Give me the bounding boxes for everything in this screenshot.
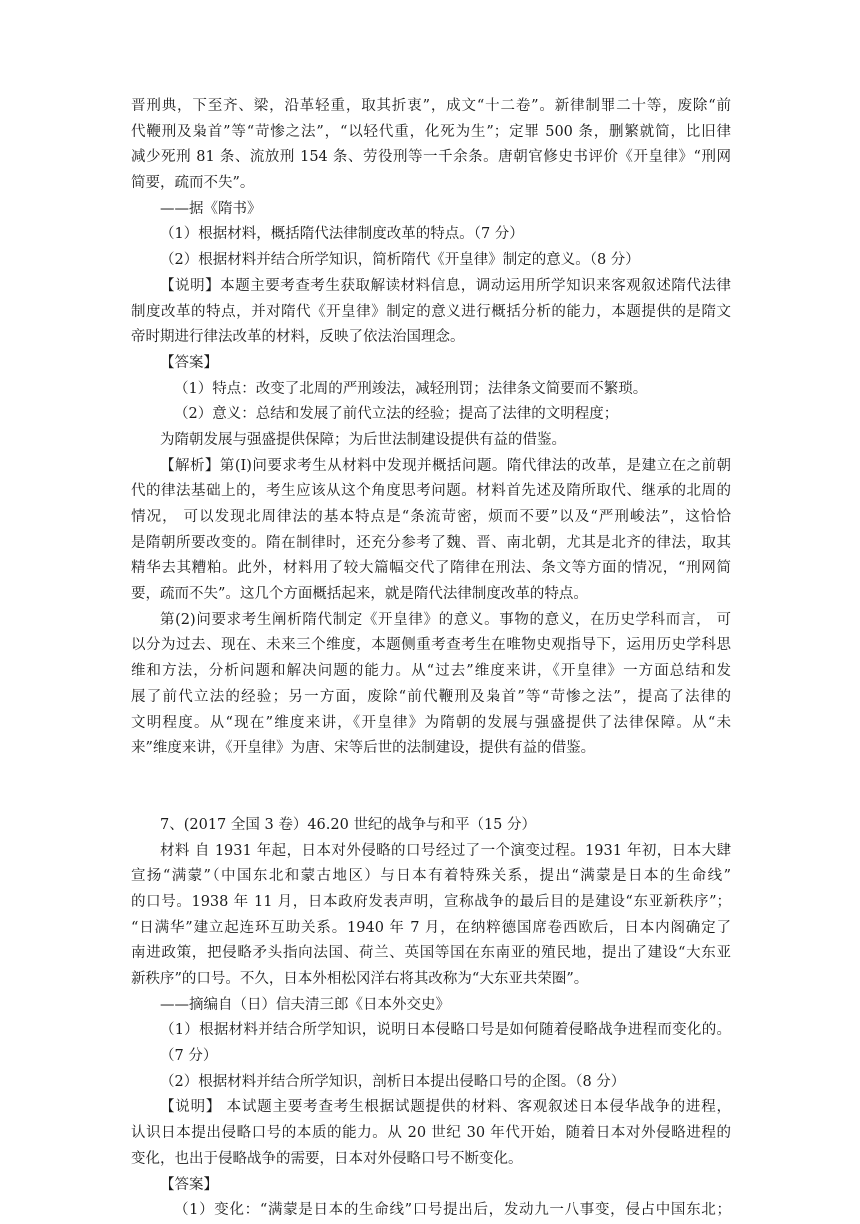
spacer [131, 762, 731, 789]
text-line: 要，疏而不失”。这几个方面概括起来，就是隋代法律制度改革的特点。 [131, 586, 588, 603]
answer-label: 【答案】 [160, 354, 218, 371]
text-line: 帝时期进行律法改革的材料，反映了依法治国理念。 [131, 329, 465, 346]
question-1-line-2: （7 分） [160, 1048, 218, 1065]
source-citation: ——据《隋书》 [160, 200, 262, 217]
question-heading: 7、(2017 全国 3 卷）46.20 世纪的战争与和平（15 分） [160, 816, 537, 833]
text-line: 简要，疏而不失”。 [131, 175, 255, 192]
text-line: 减少死刑 81 条、流放刑 154 条、劳役刑等一千余条。唐朝官修史书评价《开皇律》“刑网 [131, 149, 731, 166]
material-paragraph [131, 94, 731, 197]
text-line: 晋刑典，下至齐、梁，沿革轻重，取其折衷”，成文“十二卷”。新律制罪二十等，废除“前 [131, 98, 731, 114]
answer-1: （1）特点：改变了北周的严刑竣法，减轻刑罚；法律条文简要而不繁琐。 [174, 380, 648, 397]
text-line: 是隋朝所要改变的。隋在制律时，还充分参考了魏、晋、南北朝，尤其是北齐的律法，取其 [131, 534, 731, 551]
question-2: （2）根据材料并结合所学知识，简析隋代《开皇律》制定的意义。（8 分） [160, 252, 640, 269]
question-1: （1）根据材料，概括隋代法律制度改革的特点。（7 分） [160, 226, 524, 243]
text-line: 新秩序”的口号。不久，日本外相松冈洋右将其改称为“大东亚共荣圈”。 [131, 971, 589, 987]
text-line: 【解析】第(I)问要求考生从材料中发现并概括问题。隋代律法的改革，是建立在之前朝 [160, 457, 731, 474]
text-line: 南进政策，把侵略矛头指向法国、荷兰、英国等国在东南亚的殖民地，提出了建设“大东亚 [131, 945, 731, 962]
question-2: （2）根据材料并结合所学知识，剖析日本提出侵略口号的企图。（8 分） [160, 1073, 626, 1090]
text-line: 第(2)问要求考生阐析隋代制定《开皇律》的意义。事物的意义，在历史学科而言， 可 [160, 611, 731, 628]
text-line: 来”维度来讲，《开皇律》为唐、宋等后世的法制建设，提供有益的借鉴。 [131, 740, 596, 757]
text-line: 维和方法，分析问题和解决问题的能力。从“过去”维度来讲，《开皇律》一方面总结和发 [131, 663, 731, 680]
text-line: 代的律法基础上的，考生应该从这个角度思考问题。材料首先述及隋所取代、继承的北周的 [131, 483, 731, 500]
answer-2: （2）意义：总结和发展了前代立法的经验；提高了法律的文明程度； [174, 406, 619, 423]
text-line: 展了前代立法的经验；另一方面，废除“前代鞭刑及枭首”等“苛惨之法”，提高了法律的 [131, 688, 731, 705]
material-paragraph-2 [131, 839, 731, 993]
text-line: 精华去其糟粕。此外，材料用了较大篇幅交代了隋律在刑法、条文等方面的情况，“刑网简 [131, 560, 731, 577]
spacer [131, 789, 731, 813]
source-citation-2: ——摘编自（日）信夫清三郎《日本外交史》 [160, 996, 450, 1013]
text-line: 情况， 可以发现北周律法的基本特点是“条流苛密，烦而不要”以及“严刑峻法”，这恰恰 [131, 509, 731, 525]
question-1-line-1: （1）根据材料并结合所学知识，说明日本侵略口号是如何随着侵略战争进程而变化的。 [160, 1022, 731, 1039]
text-line: 认识日本提出侵略口号的本质的能力。从 20 世纪 30 年代开始，随着日本对外侵略进程的 [131, 1125, 731, 1142]
text-line: “日满华”建立起连环互助关系。1940 年 7 月，在纳粹德国席卷西欧后，日本内阁确定了 [131, 919, 731, 936]
text-line: 【说明】本题主要考查考生获取解读材料信息，调动运用所学知识来客观叙述隋代法律 [160, 277, 731, 294]
analysis-paragraph [131, 454, 731, 608]
answer-label-2: 【答案】 [160, 1176, 218, 1193]
answer-1: （1）变化：“满蒙是日本的生命线”口号提出后，发动九一八事变，侵占中国东北； [174, 1202, 731, 1219]
text-line: 宣扬“满蒙”（中国东北和蒙古地区）与日本有着特殊关系，提出“满蒙是日本的生命线” [131, 868, 731, 885]
explanation-paragraph [131, 274, 731, 351]
text-line: 文明程度。从“现在”维度来讲，《开皇律》为隋朝的发展与强盛提供了法律保障。从“未 [131, 714, 731, 731]
text-line: 制度改革的特点，并对隋代《开皇律》制定的意义进行概括分析的能力，本题提供的是隋文 [131, 303, 731, 320]
text-line: 变化，也出于侵略战争的需要，日本对外侵略口号不断变化。 [131, 1150, 523, 1167]
answer-3: 为隋朝发展与强盛提供保障；为后世法制建设提供有益的借鉴。 [160, 431, 566, 448]
text-line: 材料 自 1931 年起，日本对外侵略的口号经过了一个演变过程。1931 年初，日本大肆 [160, 842, 731, 859]
analysis-paragraph-2 [131, 608, 731, 762]
text-line: 代鞭刑及枭首”等“苛惨之法”，“以轻代重，化死为生”；定罪 500 条，删繁就简，比旧律 [131, 123, 731, 140]
text-line: 的口号。1938 年 11 月，日本政府发表声明，宣称战争的最后目的是建设“东亚新秩序”； [131, 893, 731, 910]
text-line: 以分为过去、现在、未来三个维度，本题侧重考查考生在唯物史观指导下，运用历史学科思 [131, 637, 731, 654]
document-page [131, 94, 731, 1224]
explanation-paragraph-2 [131, 1095, 731, 1172]
text-line: 【说明】 本试题主要考查考生根据试题提供的材料、客观叙述日本侵华战争的进程， [160, 1099, 731, 1116]
